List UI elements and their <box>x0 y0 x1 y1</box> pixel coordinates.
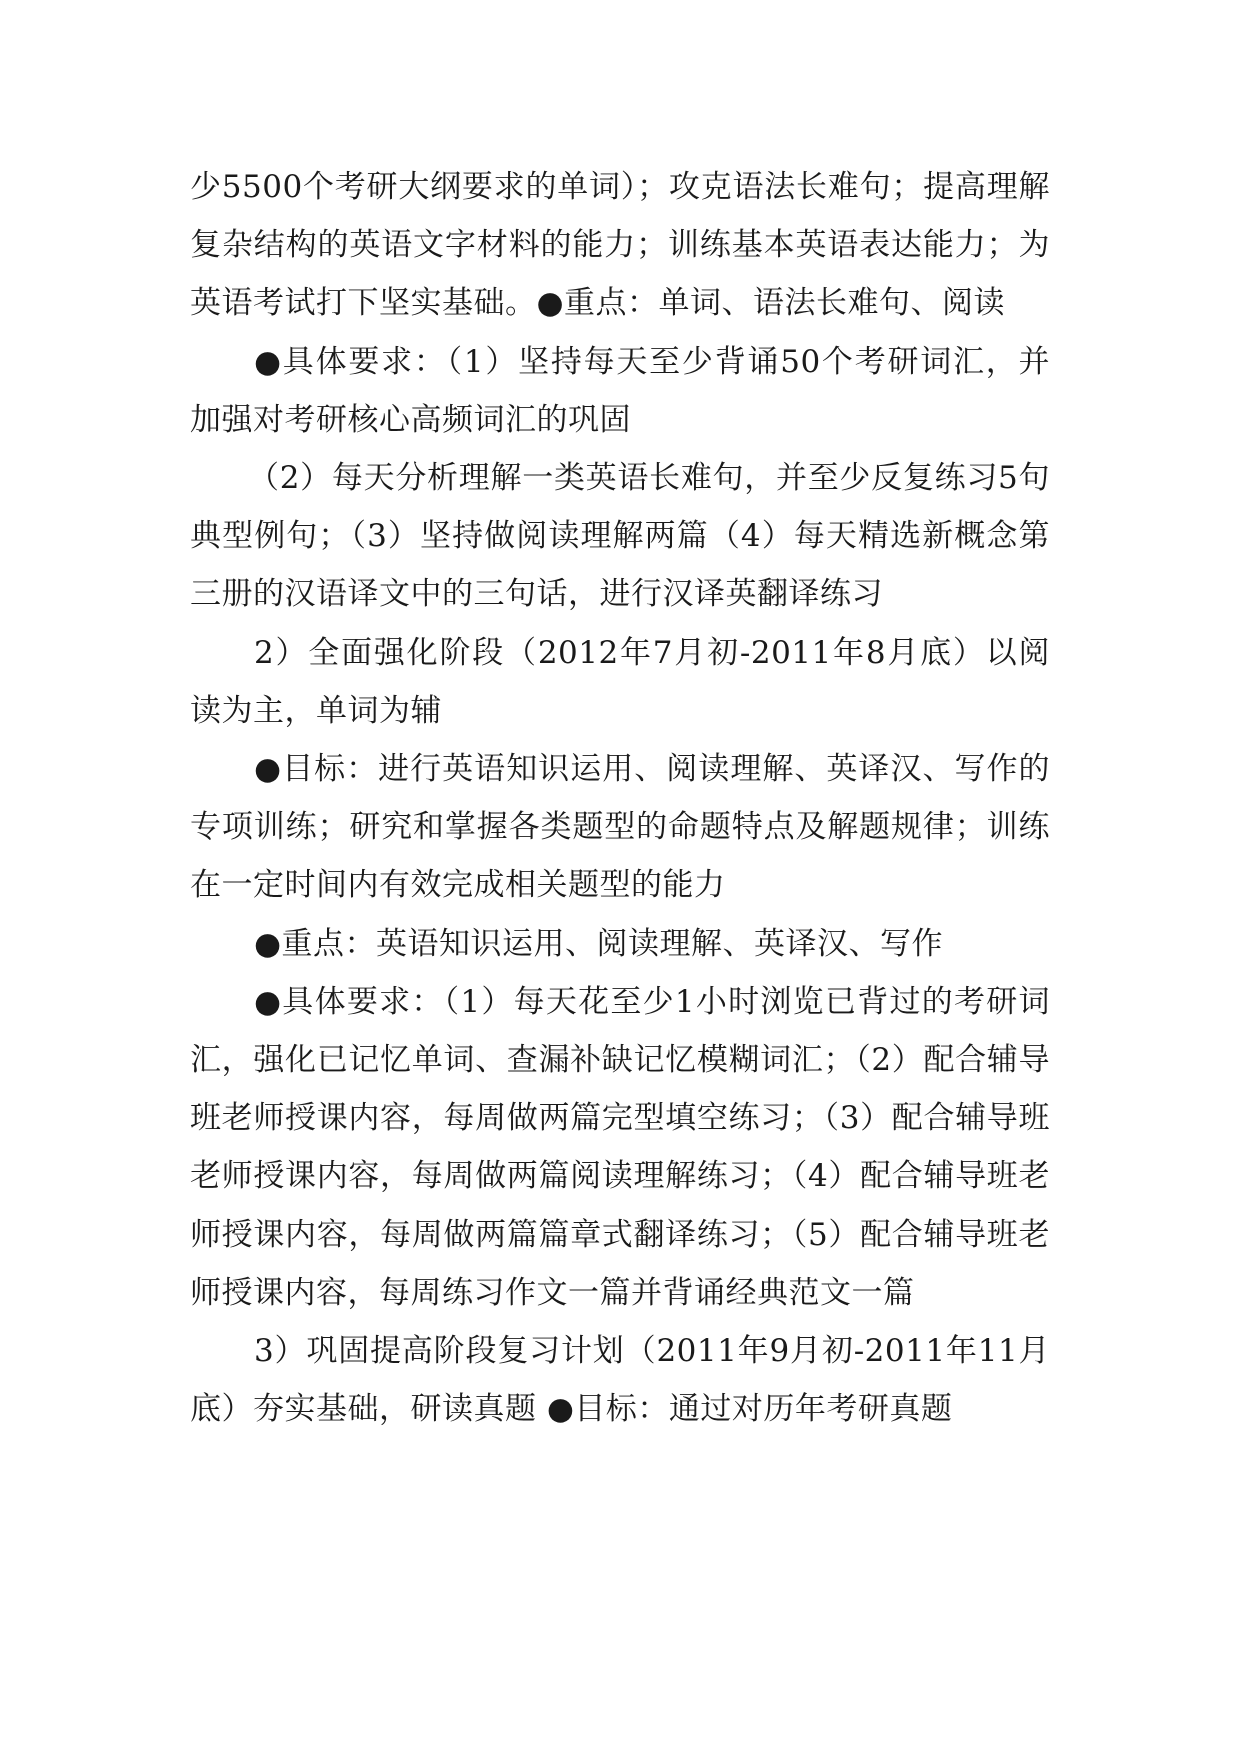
paragraph-foundation-goal: 少5500个考研大纲要求的单词）；攻克语法长难句；提高理解复杂结构的英语文字材料的能力；训练基本英语表达能力；为英语考试打下坚实基础。●重点：单词、语法长难句、阅读 <box>190 169 1050 322</box>
paragraph-foundation-requirements-cont: （2）每天分析理解一类英语长难句，并至少反复练习5句典型例句；（3）坚持做阅读理解两篇（4）每天精选新概念第三册的汉语译文中的三句话，进行汉译英翻译练习 <box>190 460 1050 613</box>
paragraph-stage-3-heading: 3）巩固提高阶段复习计划（2011年9月初-2011年11月底）夯实基础，研读真题 ●目标：通过对历年考研真题 <box>190 1333 1050 1428</box>
document-body <box>190 158 1050 1438</box>
paragraph-stage-2-goal: ●目标：进行英语知识运用、阅读理解、英译汉、写作的专项训练；研究和掌握各类题型的命题特点及解题规律；训练在一定时间内有效完成相关题型的能力 <box>190 751 1050 904</box>
paragraph-stage-2-focus: ●重点：英语知识运用、阅读理解、英译汉、写作 <box>254 925 944 962</box>
paragraph-stage-2-requirements: ●具体要求：（1）每天花至少1小时浏览已背过的考研词汇，强化已记忆单词、查漏补缺记忆模糊词汇；（2）配合辅导班老师授课内容，每周做两篇完型填空练习；（3）配合辅导班老师授课内容，每周做两篇阅读理解练习；（4）配合辅导班老师授课内容，每周做两篇篇章式翻译练习；（5）配合辅导班老师授课内容，每周练习作文一篇并背诵经典范文一篇 <box>190 983 1050 1311</box>
paragraph-foundation-requirements: ●具体要求：（1）坚持每天至少背诵50个考研词汇，并加强对考研核心高频词汇的巩固 <box>190 343 1050 438</box>
paragraph-stage-2-heading: 2）全面强化阶段（2012年7月初-2011年8月底）以阅读为主，单词为辅 <box>190 634 1050 729</box>
